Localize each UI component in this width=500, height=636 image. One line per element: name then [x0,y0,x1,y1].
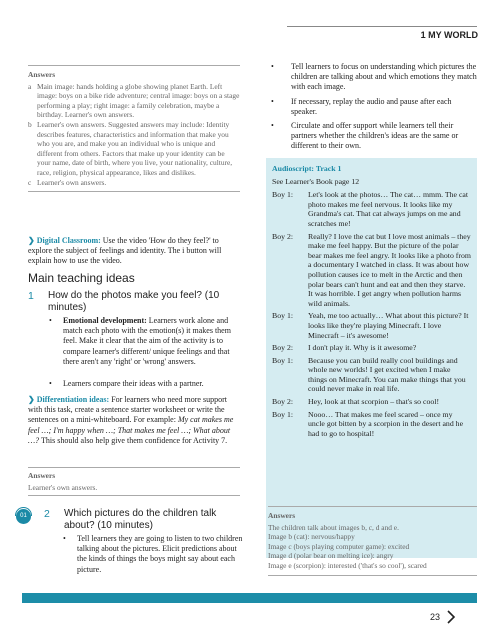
bullet-icon: • [63,534,66,543]
section-title: Which pictures do the children talk about? (10 minutes) [64,508,217,531]
digital-classroom-text: Use the video 'How do they feel?' to explore the subject of feelings and identity. The i button will explain how to use the video. [28,236,222,266]
answers-box-top [28,65,240,192]
speaker-label: Boy 1: [272,409,294,419]
chevron-right-icon[interactable] [446,609,456,625]
page-number: 23 [430,612,441,622]
dialogue-line [272,343,471,353]
differentiation-tail: This should also help give them confidence for Activity 7. [39,435,228,445]
differentiation-label: ❯ Differentiation ideas: [28,395,110,404]
bullet-item [60,534,246,575]
dialogue-text: Really? I love the cat but I love most animals – they make me feel happy. But the picture of the polar bear makes me feel angry. It looks like a photo from a documentary I watched in class. It was about how pollution causes ice to melt in the Arctic and then polar bears can't hunt and eat and then they starve. It was horrible. I get angry when pollution harms wild animals. [308,231,471,308]
bullet-item [268,121,477,152]
differentiation-note [28,395,242,446]
answers-rule-bottom [28,495,240,496]
section-number: 1 [28,290,34,302]
answer-item-a [28,82,240,120]
dialogue-text: Nooo… That makes me feel scared – once my uncle got bitten by a scorpion in the desert and he had to go to hospital! [308,409,464,438]
answer-item-b [28,120,240,178]
bullet-icon: • [271,62,274,71]
answer-label: a [28,81,32,91]
header-rule [287,26,477,27]
answer-label: b [28,119,32,129]
answers-rule-top [28,467,240,468]
dialogue-line [272,311,471,340]
bullet-item [268,62,477,93]
section-2-body [60,534,246,575]
dialogue-text: I don't play it. Why is it awesome? [308,343,417,353]
answers-heading: Answers [28,70,56,79]
dialogue-line [272,410,471,439]
answer-line: Image b (cat): nervous/happy [268,532,355,542]
answer-line: Image e (scorpion): interested ('that's so cool'), scared [268,560,427,570]
bullet-item [268,97,477,117]
bullet-text: Learners work alone and match each photo with the emotion(s) it makes them feel. Make it clear that the aim of the activity is to compare learner's different/ unique feelings and that there aren't any 'right' or 'wrong' answers. [63,316,231,366]
bullet-icon: • [271,121,274,131]
answer-line: Image c (boys playing computer game): excited [268,541,410,551]
dialogue-line [272,232,471,309]
audioscript-box [266,158,477,558]
bullet-text: Learners compare their ideas with a partner. [63,379,204,388]
bullet-item [46,316,242,367]
bullet-label: Emotional development: [63,316,147,325]
digital-classroom-label: ❯ Digital Classroom: [28,236,101,245]
dialogue-line [272,356,471,394]
section-title: How do the photos make you feel? (10 minutes) [48,290,220,313]
answer-text: Learner's own answers. [37,177,107,187]
answers-box-right [268,506,477,576]
answers-rule-bottom [28,191,240,192]
digital-classroom-note [28,236,240,267]
dialogue-text: Let's look at the photos… The cat… mmm. The cat photo makes me feel nervous. It looks like my Grandma's cat. That cat always jumps on me and scratches me! [308,190,469,228]
speaker-label: Boy 2: [272,343,294,353]
bullet-text: Tell learners they are going to listen to two children talking about the pictures. Elicit predictions about the kinds of things the boys might say about each picture. [77,534,243,574]
dialogue-text: Yeah, me too actually… What about this picture? It looks like they're playing Minecraft. I love Minecraft – it's awesome! [308,311,469,340]
speaker-label: Boy 2: [272,231,294,241]
differentiation-text: For learners who need more support with this task, create a sentence starter worksheet or write the sentences on a mini-whiteboard. For example: [28,395,227,425]
answer-text: Main image: hands holding a globe showing planet Earth. Left image: boys on a bike ride adventure; central image: boys on a stage performing a play; right image: a family celebration, maybe a birthday. Learner's own answers. [37,81,240,120]
answers-rule-top [268,506,477,507]
right-bullets [268,62,477,152]
section-1-heading [28,290,246,314]
bullet-item [46,379,242,389]
answer-label: c [28,177,32,187]
bullet-text: Tell learners to focus on understanding which pictures the children are talking about and which emotions they match with each image. [291,62,477,92]
dialogue-text: Hey, look at that scorpion – that's so cool! [308,397,440,407]
footer-bar [22,593,477,603]
bullet-text: Circulate and offer support while learners tell their partners whether the children's ideas are the same or different to their own. [291,121,459,151]
bullet-icon: • [271,96,274,106]
section-1-bullet-2 [46,379,242,389]
answer-text: Learner's own answers. [28,482,98,492]
dialogue-text: Because you can build really cool buildings and whole new worlds! I get excited when I make things on Minecraft. You can make things that you could never make in real life. [308,355,466,394]
answer-line: Image d (polar bear on melting ice): angry [268,551,394,561]
answer-line: The children talk about images b, c, d and e. [268,522,399,532]
main-teaching-heading: Main teaching ideas [28,271,135,285]
section-1-body [48,316,242,367]
section-2-heading [44,508,248,532]
audioscript-title: Audioscript: Track 1 [272,164,342,173]
section-number: 2 [44,508,50,520]
speaker-label: Boy 2: [272,397,294,407]
answer-item-c [28,178,240,188]
answers-heading: Answers [28,471,56,480]
differentiation-example: My cat makes me feel …; I'm happy when …; That makes me feel …; What about …? [28,415,234,445]
unit-title: 1 MY WORLD [420,30,478,40]
answers-rule-bottom [268,575,477,576]
answers-rule-top [28,65,240,66]
dialogue-line [272,397,471,407]
answers-heading: Answers [268,511,296,520]
audio-cd-icon: 01 [16,509,31,524]
speaker-label: Boy 1: [272,190,294,200]
speaker-label: Boy 1: [272,311,294,321]
speaker-label: Boy 1: [272,355,294,365]
audioscript-reference: See Learner's Book page 12 [272,176,360,186]
answers-box-mid [28,467,240,496]
dialogue-line [272,190,471,228]
bullet-icon: • [49,316,52,325]
bullet-icon: • [49,379,52,388]
answer-text: Learner's own answers. Suggested answers may include: Identity describes features, characteristics and information that make you who you are, and make you an individual who is unique and different from others. Factors that make up your identity can be your name, date of birth, where you live, your nationality, culture, race, religion, physical appearance, likes and dislikes. [37,119,233,177]
bullet-text: If necessary, replay the audio and pause after each speaker. [291,96,452,116]
